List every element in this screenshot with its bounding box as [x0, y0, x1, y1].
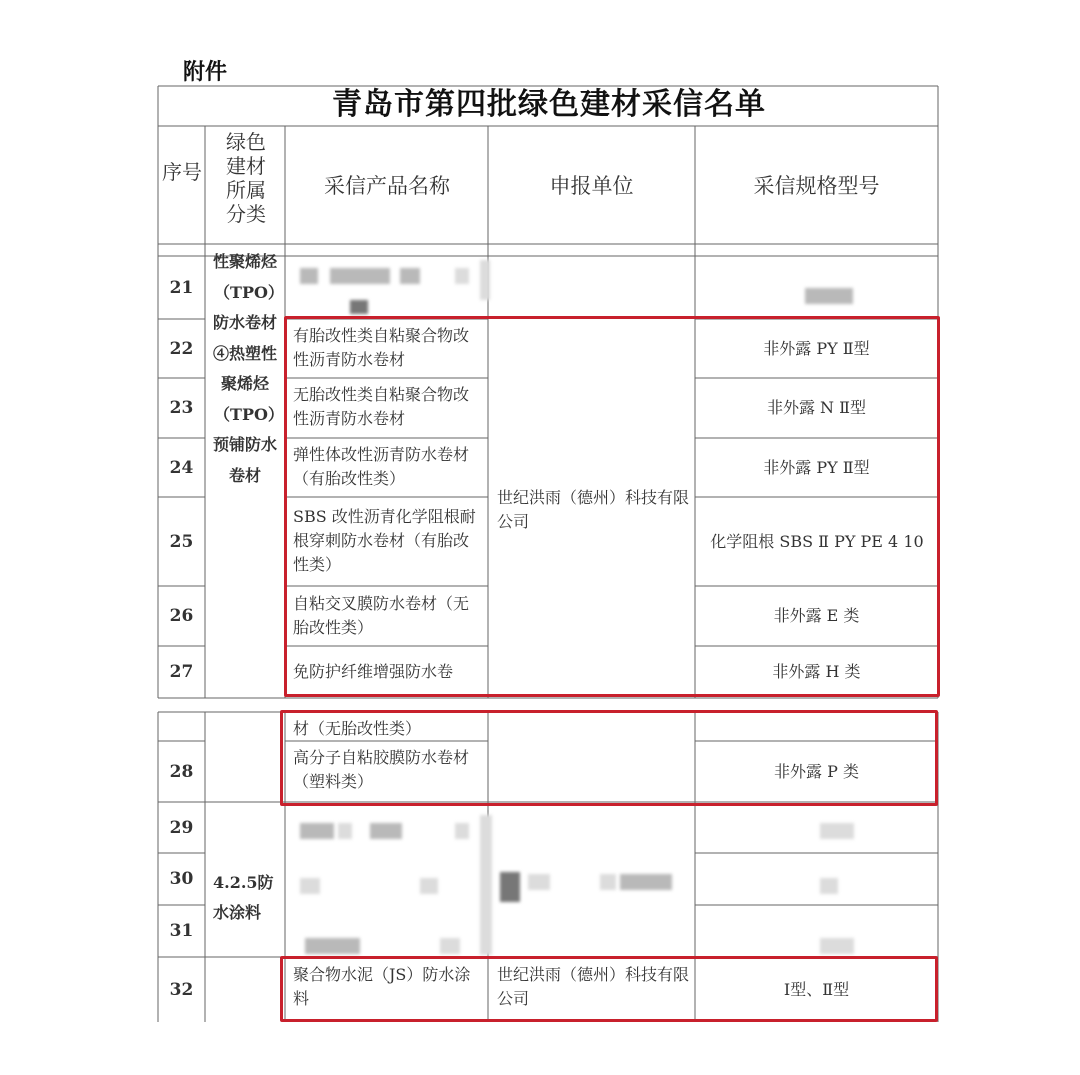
- product-name: 材（无胎改性类）: [293, 719, 422, 738]
- row-number: 32: [169, 979, 194, 1000]
- attachment-label: 附件: [183, 60, 228, 85]
- row-number: 30: [169, 869, 194, 889]
- row-number: 25: [169, 531, 194, 552]
- row-number: 31: [169, 921, 194, 941]
- spec-value: 非外露 PY Ⅱ型: [763, 338, 870, 358]
- spec-value: 非外露 E 类: [773, 606, 860, 625]
- document-title: 青岛市第四批绿色建材采信名单: [332, 87, 766, 122]
- product-name: 聚合物水泥（JS）防水涂料: [293, 965, 471, 1008]
- product-name: 免防护纤维增强防水卷: [293, 662, 454, 681]
- spec-value: 非外露 N Ⅱ型: [766, 398, 867, 417]
- spec-value: 非外露 P 类: [774, 761, 859, 781]
- company-name: 世纪洪雨（德州）科技有限公司: [497, 488, 690, 531]
- row-number: 26: [169, 606, 194, 626]
- row-number: 21: [169, 277, 194, 298]
- row-number: 24: [169, 457, 194, 478]
- category-coating: 4.2.5防水涂料: [213, 873, 274, 922]
- product-name: 有胎改性类自粘聚合物改性沥青防水卷材: [293, 326, 470, 369]
- highlight-box-row-32: [280, 956, 938, 1022]
- header-category: 绿色建材所属分类: [226, 130, 266, 226]
- spec-value: 非外露 PY Ⅱ型: [763, 457, 870, 477]
- product-name: 无胎改性类自粘聚合物改性沥青防水卷材: [293, 385, 470, 428]
- product-name: SBS 改性沥青化学阻根耐根穿刺防水卷材（有胎改性类）: [293, 507, 476, 574]
- row-number: 27: [169, 662, 194, 682]
- header-seq: 序号: [162, 160, 202, 184]
- product-name: 弹性体改性沥青防水卷材（有胎改性类）: [293, 445, 470, 488]
- spec-value: 化学阻根 SBS Ⅱ PY PE 4 10: [710, 531, 924, 551]
- product-name: 自粘交叉膜防水卷材（无胎改性类）: [293, 594, 470, 637]
- highlight-box-rows-22-27: [284, 316, 940, 697]
- spec-value: 非外露 H 类: [772, 662, 861, 681]
- highlight-box-row-28: [280, 710, 938, 806]
- company-name: 世纪洪雨（德州）科技有限公司: [497, 965, 690, 1008]
- row-number: 22: [169, 338, 194, 359]
- row-number: 28: [169, 761, 194, 782]
- spec-value: Ⅰ型、Ⅱ型: [783, 979, 850, 999]
- header-product: 采信产品名称: [324, 174, 450, 198]
- category-tpo: 性聚烯烃（TPO）防水卷材④热塑性聚烯烃（TPO）预铺防水卷材: [212, 252, 277, 485]
- row-number: 23: [169, 398, 194, 418]
- header-company: 申报单位: [549, 174, 634, 198]
- header-spec: 采信规格型号: [753, 174, 880, 198]
- row-number: 29: [169, 817, 194, 838]
- product-name: 高分子自粘胶膜防水卷材（塑料类）: [293, 748, 470, 791]
